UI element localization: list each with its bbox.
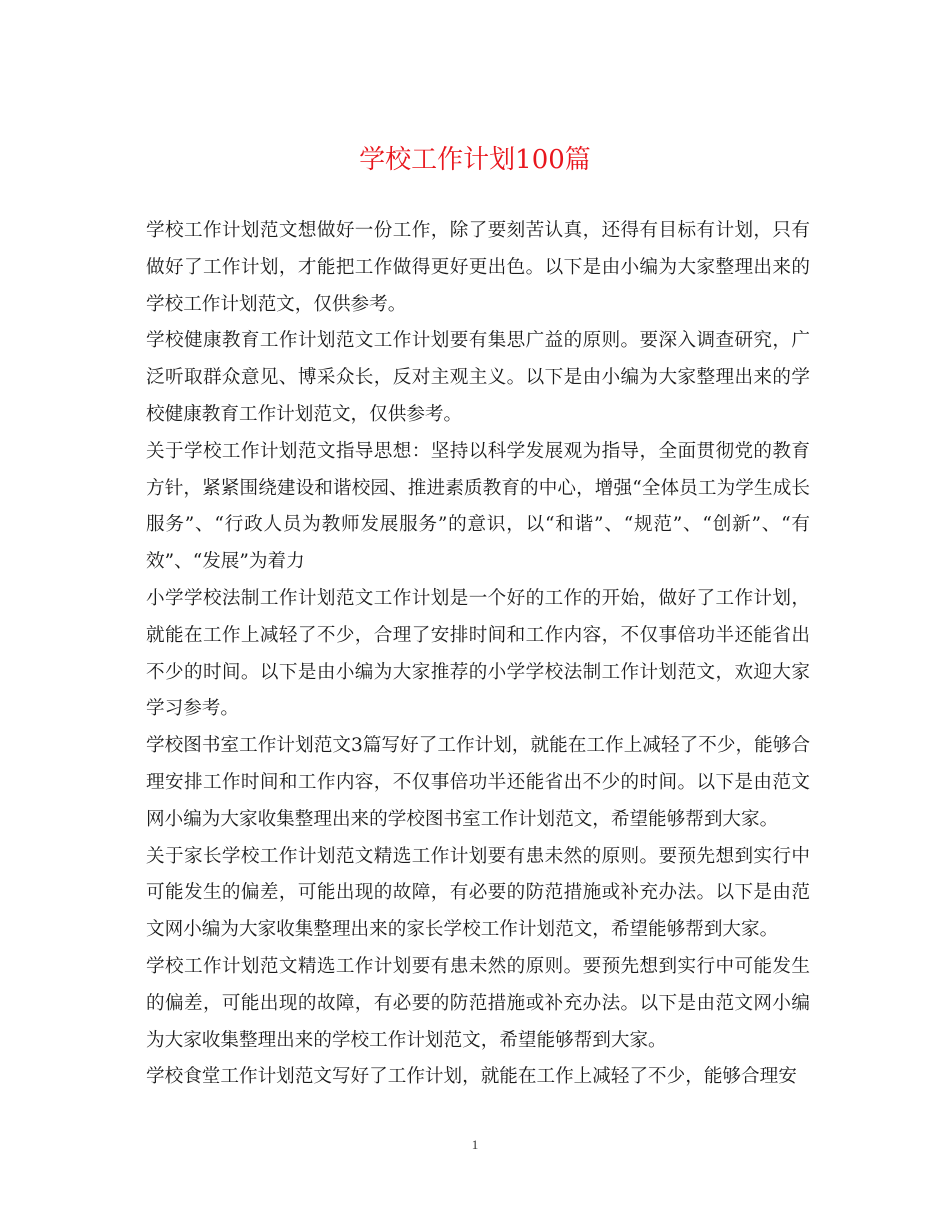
paragraph: 小学学校法制工作计划范文工作计划是一个好的工作的开始，做好了工作计划，就能在工作上减轻了不少，合理了安排时间和工作内容，不仅事倍功半还能省出不少的时间。以下是由小编为大家推荐的小学学校法制工作计划范文，欢迎大家学习参考。 bbox=[146, 587, 810, 720]
page-number: 1 bbox=[471, 1137, 479, 1152]
paragraph: 学校图书室工作计划范文3篇写好了工作计划，就能在工作上减轻了不少，能够合理安排工作时间和工作内容，不仅事倍功半还能省出不少的时间。以下是由范文网小编为大家收集整理出来的学校图书室工作计划范文，希望能够帮到大家。 bbox=[146, 735, 810, 830]
paragraph: 学校工作计划范文想做好一份工作，除了要刻苦认真，还得有目标有计划，只有做好了工作计划，才能把工作做得更好更出色。以下是由小编为大家整理出来的学校工作计划范文，仅供参考。 bbox=[146, 220, 810, 315]
paragraph: 关于学校工作计划范文指导思想：坚持以科学发展观为指导，全面贯彻党的教育方针，紧紧围绕建设和谐校园、推进素质教育的中心，增强“全体员工为学生成长服务”、“行政人员为教师发展服务”的意识，以“和谐”、“规范”、“创新”、“有效”、“发展”为着力 bbox=[146, 440, 810, 573]
paragraph: 学校食堂工作计划范文写好了工作计划，就能在工作上减轻了不少，能够合理安 bbox=[146, 1066, 797, 1088]
document-title: 学校工作计划100篇 bbox=[359, 145, 591, 175]
paragraph: 学校健康教育工作计划范文工作计划要有集思广益的原则。要深入调查研究，广泛听取群众意见、博采众长，反对主观主义。以下是由小编为大家整理出来的学校健康教育工作计划范文，仅供参考。 bbox=[146, 330, 810, 425]
paragraph: 学校工作计划范文精选工作计划要有患未然的原则。要预先想到实行中可能发生的偏差，可能出现的故障，有必要的防范措施或补充办法。以下是由范文网小编为大家收集整理出来的学校工作计划范文，希望能够帮到大家。 bbox=[146, 955, 810, 1051]
paragraph: 关于家长学校工作计划范文精选工作计划要有患未然的原则。要预先想到实行中可能发生的偏差，可能出现的故障，有必要的防范措施或补充办法。以下是由范文网小编为大家收集整理出来的家长学校工作计划范文，希望能够帮到大家。 bbox=[146, 845, 810, 941]
document-body bbox=[146, 213, 810, 1096]
